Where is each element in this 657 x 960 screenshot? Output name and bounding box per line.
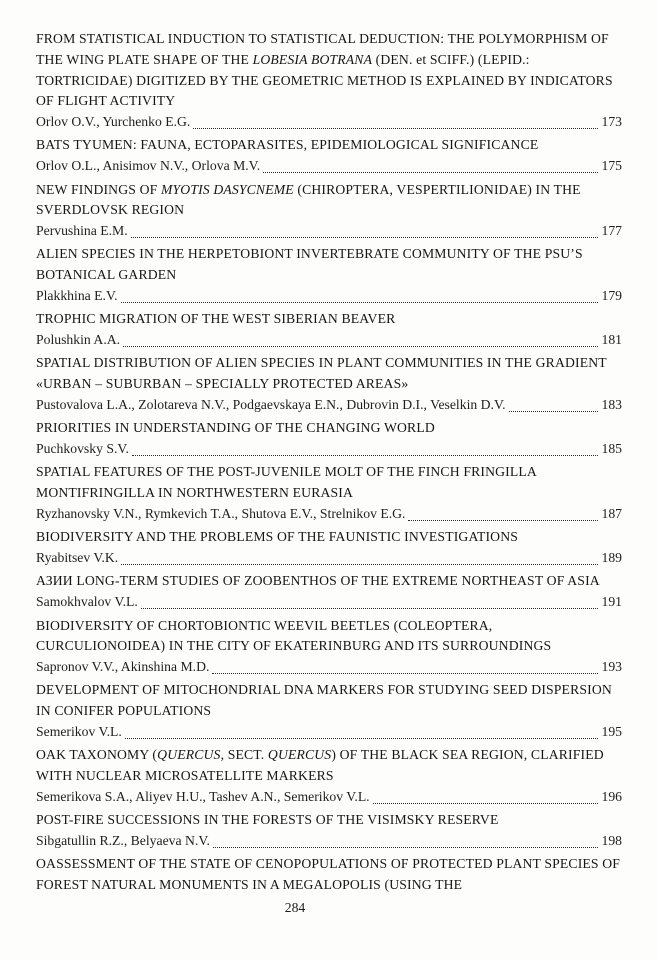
title-segment: POST-FIRE SUCCESSIONS IN THE FORESTS OF THE VISIMSKY RESERVE: [36, 812, 499, 828]
title-segment: ALIEN SPECIES IN THE HERPETOBIONT INVERTEBRATE COMMUNITY OF THE PSU’S BOTANICAL GARDEN: [36, 246, 583, 283]
title-segment: BIODIVERSITY OF CHORTOBIONTIC WEEVIL BEETLES (COLEOPTERA, CURCULIONOIDEA) IN THE CITY OF EKATERINBURG AND ITS SURROUNDINGS: [36, 617, 552, 654]
title-segment: (CHIROPTERA, VESPERTILIONIDAE) IN THE SVERDLOVSK REGION: [36, 181, 581, 218]
title-segment: BATS TYUMEN: FAUNA, ECTOPARASITES, EPIDEMIOLOGICAL SIGNIFICANCE: [36, 137, 539, 153]
toc-entry: [36, 680, 622, 742]
entry-authors-row: [36, 657, 622, 678]
entry-authors-row: [36, 286, 622, 307]
title-segment: NEW FINDINGS OF: [36, 181, 161, 197]
dot-leader: [408, 520, 598, 521]
dot-leader: [131, 237, 599, 238]
entry-title: [36, 854, 622, 896]
entry-authors: Ryabitsev V.K.: [36, 550, 119, 566]
title-segment: ) OF THE BLACK SEA REGION, CLARIFIED WITH NUCLEAR MICROSATELLITE MARKERS: [36, 747, 604, 784]
entry-authors: Samokhvalov V.L.: [36, 594, 138, 610]
toc-entry: [36, 353, 622, 415]
entry-title: [36, 309, 622, 330]
toc-entry: [36, 29, 622, 133]
entry-title: [36, 29, 622, 112]
dot-leader: [263, 172, 598, 173]
toc-entry: [36, 309, 622, 351]
entry-authors: Plakkhina E.V.: [36, 288, 118, 304]
title-segment: АЗИИ LONG-TERM STUDIES OF ZOOBENTHOS OF THE EXTREME NORTHEAST OF ASIA: [36, 573, 600, 589]
entry-authors: Sapronov V.V., Akinshina M.D.: [36, 659, 210, 675]
entry-title: [36, 745, 622, 787]
title-segment: SPATIAL DISTRIBUTION OF ALIEN SPECIES IN PLANT COMMUNITIES IN THE GRADIENT «URBAN – SUBURBAN – SPECIALLY PROTECTED AREAS»: [36, 355, 607, 392]
title-segment: PRIORITIES IN UNDERSTANDING OF THE CHANGING WORLD: [36, 420, 435, 436]
entry-title: [36, 244, 622, 286]
title-segment: (DEN. et SCIFF.) (LEPID.: TORTRICIDAE) DIGITIZED BY THE GEOMETRIC METHOD IS EXPLAINED BY INDICATORS OF FLIGHT ACTIVITY: [36, 51, 613, 109]
dot-leader: [141, 608, 599, 609]
entry-authors: Ryzhanovsky V.N., Rymkevich T.A., Shutova E.V., Strelnikov E.G.: [36, 506, 406, 522]
entry-authors: Orlov O.V., Yurchenko E.G.: [36, 114, 191, 130]
toc-entry: [36, 180, 622, 242]
dot-leader: [123, 346, 598, 347]
title-segment-italic: MYOTIS DASYCNEME: [160, 181, 294, 197]
entry-page-number: 181: [601, 332, 622, 348]
entry-authors-row: [36, 722, 622, 743]
page-number: 284: [284, 900, 306, 916]
toc-entry: [36, 527, 622, 569]
title-segment: SPATIAL FEATURES OF THE POST-JUVENILE MOLT OF THE FINCH FRINGILLA MONTIFRINGILLA IN NORTHWESTERN EURASIA: [36, 464, 537, 501]
entry-title: [36, 462, 622, 504]
title-segment: DEVELOPMENT OF MITOCHONDRIAL DNA MARKERS FOR STUDYING SEED DISPERSION IN CONIFER POPULATIONS: [36, 682, 612, 719]
entry-title: [36, 353, 622, 395]
entry-page-number: 196: [601, 788, 622, 804]
entry-page-number: 191: [601, 594, 622, 610]
entry-authors-row: [36, 592, 622, 613]
entry-authors: Puchkovsky S.V.: [36, 441, 129, 457]
entry-authors-row: [36, 548, 622, 569]
entry-title: [36, 135, 622, 156]
toc-entry: [36, 462, 622, 524]
dot-leader: [212, 673, 598, 674]
dot-leader: [193, 128, 598, 129]
entry-page-number: 183: [601, 397, 622, 413]
entry-page-number: 187: [601, 506, 622, 522]
dot-leader: [125, 738, 599, 739]
entry-page-number: 185: [601, 441, 622, 457]
entry-page-number: 193: [601, 659, 622, 675]
entry-authors: Semerikova S.A., Aliyev H.U., Tashev A.N., Semerikov V.L.: [36, 788, 370, 804]
title-segment: FROM STATISTICAL INDUCTION TO STATISTICAL DEDUCTION: THE POLYMORPHISM OF THE WING PLATE SHAPE OF THE: [36, 31, 609, 67]
entry-page-number: 198: [601, 832, 622, 848]
entry-authors-row: [36, 395, 622, 416]
entry-authors-row: [36, 439, 622, 460]
title-segment: BIODIVERSITY AND THE PROBLEMS OF THE FAUNISTIC INVESTIGATIONS: [36, 529, 519, 545]
title-segment-italic: LOBESIA BOTRANA: [252, 51, 373, 67]
entry-title: [36, 571, 622, 592]
dot-leader: [121, 302, 599, 303]
entry-title: [36, 810, 622, 831]
entry-page-number: 189: [601, 550, 622, 566]
entry-authors: Orlov O.L., Anisimov N.V., Orlova M.V.: [36, 158, 261, 174]
entry-authors-row: [36, 787, 622, 808]
toc-entry: [36, 854, 622, 896]
dot-leader: [213, 847, 599, 848]
entry-authors-row: [36, 330, 622, 351]
entry-page-number: 179: [601, 288, 622, 304]
title-segment-italic: QUERCUS: [157, 747, 221, 763]
dot-leader: [121, 564, 598, 565]
entry-title: [36, 418, 622, 439]
toc-entry: [36, 616, 622, 678]
toc-entries: [36, 29, 622, 896]
toc-entry: [36, 810, 622, 852]
entry-title: [36, 527, 622, 548]
toc-entry: [36, 745, 622, 807]
dot-leader: [509, 411, 599, 412]
entry-authors-row: [36, 156, 622, 177]
entry-authors-row: [36, 221, 622, 242]
toc-entry: [36, 418, 622, 460]
entry-authors: Pustovalova L.A., Zolotareva N.V., Podgaevskaya E.N., Dubrovin D.I., Veselkin D.V.: [36, 397, 506, 413]
title-segment: , SECT.: [220, 747, 268, 763]
entry-authors-row: [36, 504, 622, 525]
title-segment: OASSESSMENT OF THE STATE OF CENOPOPULATIONS OF PROTECTED PLANT SPECIES OF FOREST NATURAL MONUMENTS IN A MEGALOPOLIS (USING THE: [36, 856, 621, 893]
title-segment: TROPHIC MIGRATION OF THE WEST SIBERIAN BEAVER: [36, 311, 396, 327]
entry-title: [36, 180, 622, 222]
toc-entry: [36, 135, 622, 177]
entry-authors: Polushkin A.A.: [36, 332, 121, 348]
dot-leader: [373, 803, 599, 804]
entry-authors: Semerikov V.L.: [36, 724, 122, 739]
entry-authors-row: [36, 831, 622, 852]
entry-authors-row: [36, 112, 622, 133]
entry-title: [36, 616, 622, 658]
entry-page-number: 177: [601, 223, 622, 239]
entry-page-number: 175: [601, 158, 622, 174]
entry-authors: Sibgatullin R.Z., Belyaeva N.V.: [36, 832, 210, 848]
toc-entry: [36, 571, 622, 613]
title-segment-italic: QUERCUS: [267, 747, 332, 763]
entry-title: [36, 680, 622, 722]
entry-authors: Pervushina E.M.: [36, 223, 128, 239]
entry-page-number: 173: [601, 114, 622, 130]
toc-entry: [36, 244, 622, 306]
title-segment: OAK TAXONOMY (: [36, 747, 158, 763]
entry-page-number: 195: [601, 724, 622, 739]
dot-leader: [132, 455, 599, 456]
